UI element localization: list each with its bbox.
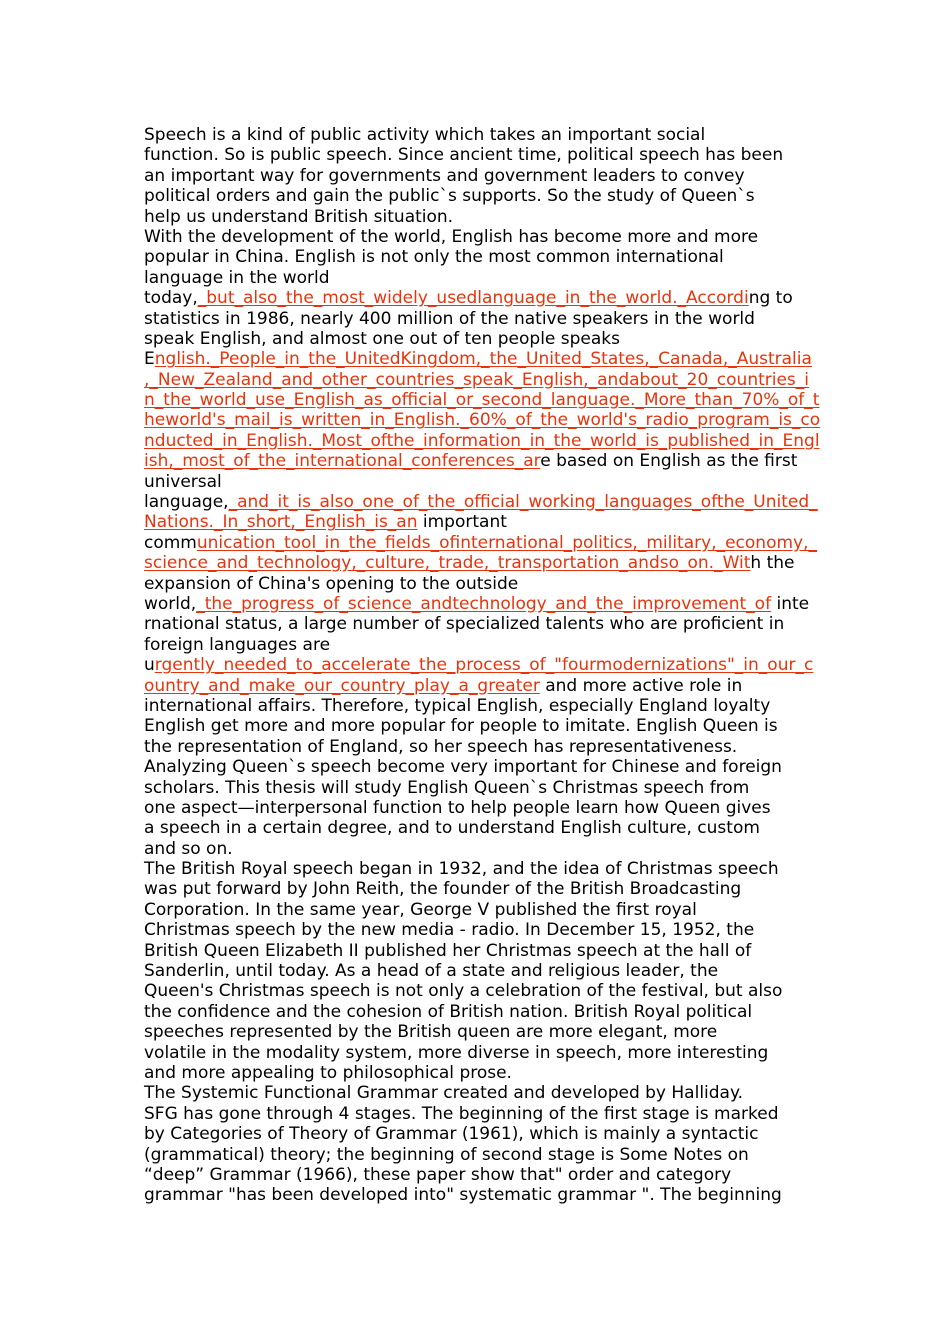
body-text: and so on. [144, 838, 233, 859]
text-line [144, 268, 816, 288]
body-text: volatile in the modality system, more diverse in speech, more interesting [144, 1042, 769, 1063]
body-text: Queen's Christmas speech is not only a celebration of the festival, but also [144, 981, 783, 1002]
text-line [144, 329, 816, 349]
text-line [144, 145, 816, 165]
text-line [144, 125, 816, 145]
text-line [144, 553, 816, 573]
highlighted-text: nglish._People_in_the_UnitedKingdom,_the_United_States,_Canada,_Australia [154, 349, 812, 370]
text-line [144, 186, 816, 206]
body-text: a speech in a certain degree, and to understand English culture, custom [144, 818, 760, 839]
body-text: by Categories of Theory of Grammar (1961), which is mainly a syntactic [144, 1124, 759, 1145]
text-line [144, 1002, 816, 1022]
body-text: British Queen Elizabeth II published her Christmas speech at the hall of [144, 940, 752, 961]
text-line [144, 655, 816, 675]
body-text: language in the world [144, 267, 330, 288]
body-text: e based on English as the first [540, 451, 798, 472]
text-line [144, 1165, 816, 1185]
text-line [144, 818, 816, 838]
text-line [144, 859, 816, 879]
text-line [144, 247, 816, 267]
highlighted-text: ish,_most_of_the_international_conferences_ar [144, 451, 541, 472]
text-line [144, 1185, 816, 1205]
body-text: language, [144, 492, 229, 513]
text-line [144, 614, 816, 634]
body-text: world, [144, 593, 197, 614]
body-text: and more active role in [539, 675, 743, 696]
highlighted-text: Nations._In_short,_English_is_an [144, 512, 418, 533]
text-line [144, 512, 816, 532]
body-text: the confidence and the cohesion of British nation. British Royal political [144, 1001, 753, 1022]
highlighted-text: ountry_and_make_our_country_play_a_greater [144, 675, 540, 696]
text-line [144, 1022, 816, 1042]
text-line [144, 900, 816, 920]
paragraph [144, 1083, 816, 1205]
text-line [144, 207, 816, 227]
body-text: grammar "has been developed into" systematic grammar ". The beginning [144, 1185, 782, 1206]
text-line [144, 1145, 816, 1165]
body-text: important [417, 512, 507, 533]
body-text: speak English, and almost one out of ten people speaks [144, 328, 621, 349]
body-text: speeches represented by the British queen are more elegant, more [144, 1022, 718, 1043]
text-line [144, 288, 816, 308]
body-text: today, [144, 288, 198, 309]
body-text: ng to [748, 288, 793, 309]
text-line [144, 737, 816, 757]
highlighted-text: heworld's_mail_is_written_in_English._60%_of_the_world's_radio_program_is_co [144, 410, 821, 431]
text-line [144, 533, 816, 553]
body-text: and more appealing to philosophical prose. [144, 1062, 512, 1083]
body-text: Christmas speech by the new media - radio. In December 15, 1952, the [144, 920, 755, 941]
body-text: expansion of China's opening to the outside [144, 573, 519, 594]
text-line [144, 390, 820, 411]
text-line [144, 839, 816, 859]
text-line [144, 309, 816, 329]
body-text: an important way for governments and government leaders to convey [144, 165, 745, 186]
document-page [144, 125, 821, 1206]
body-text: universal [144, 471, 222, 492]
text-line [144, 941, 816, 961]
text-line [144, 1043, 816, 1063]
text-line [144, 961, 816, 981]
text-line [144, 879, 816, 899]
text-line [144, 1124, 816, 1144]
text-line [144, 716, 816, 736]
body-text: comm [144, 532, 197, 553]
highlighted-text: n_the_world_use_English_as_official_or_second_language._More_than_70%_of_t [144, 390, 820, 411]
body-text: With the development of the world, English has become more and more [144, 226, 759, 247]
text-line [144, 696, 816, 716]
body-text: inte [771, 593, 810, 614]
body-text: scholars. This thesis will study English Queen`s Christmas speech from [144, 777, 750, 798]
body-text: international affairs. Therefore, typical English, especially England loyalty [144, 695, 771, 716]
highlighted-text: _the_progress_of_science_andtechnology_and_the_improvement_of [196, 593, 772, 614]
text-line [144, 981, 816, 1001]
text-line [144, 451, 816, 471]
text-line [144, 635, 816, 655]
highlighted-text: ,_New_Zealand_and_other_countries_speak_English,_andabout_20_countries_i [144, 369, 810, 390]
paragraph [144, 859, 816, 1083]
text-line [144, 472, 816, 492]
highlighted-text: nducted_in_English._Most_ofthe_information_in_the_world_is_published_in_Engl [144, 430, 820, 451]
body-text: Analyzing Queen`s speech become very important for Chinese and foreign [144, 757, 782, 778]
text-line [144, 166, 816, 186]
highlighted-text: _and_it_is_also_one_of_the_official_working_languages_ofthe_United_ [228, 492, 818, 513]
body-text: The British Royal speech began in 1932, and the idea of Christmas speech [144, 859, 779, 880]
body-text: statistics in 1986, nearly 400 million of the native speakers in the world [144, 308, 755, 329]
highlighted-text: science_and_technology,_culture,_trade,_transportation_andso_on._Wit [144, 553, 751, 574]
paragraph [144, 226, 821, 859]
body-text: “deep” Grammar (1966), these paper show that" order and category [144, 1164, 732, 1185]
body-text: popular in China. English is not only the most common international [144, 247, 724, 268]
body-text: E [144, 349, 155, 370]
text-line [144, 778, 816, 798]
text-line [144, 492, 816, 512]
text-line [144, 370, 816, 390]
body-text: foreign languages are [144, 634, 331, 655]
body-text: Speech is a kind of public activity which takes an important social [144, 125, 706, 145]
body-text: the representation of England, so her speech has representativeness. [144, 736, 738, 757]
text-line [144, 349, 816, 369]
text-line [144, 676, 816, 696]
body-text: The Systemic Functional Grammar created and developed by Halliday. [144, 1083, 744, 1104]
body-text: u [144, 655, 155, 676]
text-line [144, 1083, 816, 1103]
body-text: (grammatical) theory; the beginning of second stage is Some Notes on [144, 1144, 749, 1165]
text-line [144, 430, 820, 451]
text-line [144, 410, 821, 431]
highlighted-text: rgently_needed_to_accelerate_the_process_of_"fourmodernizations"_in_our_c [154, 655, 814, 676]
text-line [144, 227, 816, 247]
body-text: Corporation. In the same year, George V published the first royal [144, 899, 697, 920]
body-text: Sanderlin, until today. As a head of a state and religious leader, the [144, 961, 719, 982]
body-text: h the [750, 553, 795, 574]
body-text: was put forward by John Reith, the founder of the British Broadcasting [144, 879, 742, 900]
text-line [144, 1104, 816, 1124]
text-line [144, 920, 816, 940]
highlighted-text: _but_also_the_most_widely_usedlanguage_in_the_world._Accordi [197, 288, 749, 309]
body-text: political orders and gain the public`s supports. So the study of Queen`s [144, 186, 755, 207]
text-line [144, 757, 816, 777]
text-line [144, 594, 816, 614]
body-text: one aspect—interpersonal function to help people learn how Queen gives [144, 797, 771, 818]
highlighted-text: unication_tool_in_the_fields_ofinternational_politics,_military,_economy,_ [196, 532, 818, 553]
body-text: SFG has gone through 4 stages. The beginning of the first stage is marked [144, 1103, 779, 1124]
text-line [144, 574, 816, 594]
body-text: function. So is public speech. Since ancient time, political speech has been [144, 145, 784, 166]
text-line [144, 798, 816, 818]
body-text: rnational status, a large number of specialized talents who are proficient in [144, 614, 785, 635]
body-text: English get more and more popular for people to imitate. English Queen is [144, 716, 778, 737]
text-line [144, 1063, 816, 1083]
paragraph [144, 125, 816, 227]
body-text: help us understand British situation. [144, 206, 454, 227]
